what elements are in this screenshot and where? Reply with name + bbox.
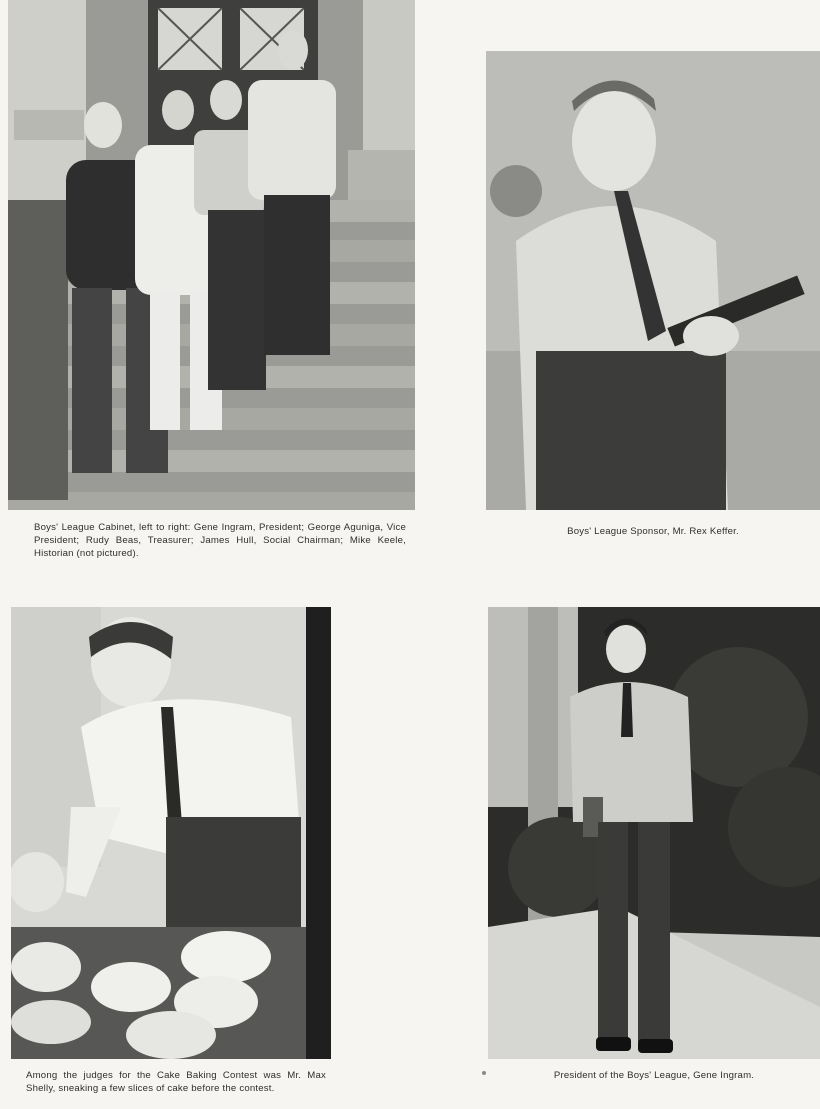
- president-photo-illustration: [488, 607, 820, 1059]
- sponsor-photo-illustration: [486, 51, 820, 510]
- photo-cake-judge: [11, 607, 331, 1059]
- photo-sponsor: [486, 51, 820, 510]
- caption-boys-league-cabinet: Boys' League Cabinet, left to right: Gene Ingram, President; George Aguniga, Vice President; Rudy Beas, Treasurer; James Hull, Social Chairman; Mike Keele, Historian (not pictured).: [34, 522, 406, 559]
- page-mark: [482, 1071, 486, 1075]
- cake-judge-photo-illustration: [11, 607, 331, 1059]
- photo-president: [488, 607, 820, 1059]
- cabinet-photo-illustration: [8, 0, 415, 510]
- photo-boys-league-cabinet: [8, 0, 415, 510]
- caption-sponsor: Boys' League Sponsor, Mr. Rex Keffer.: [567, 526, 739, 537]
- caption-president: President of the Boys' League, Gene Ingram.: [553, 1070, 755, 1081]
- caption-cake-judge: Among the judges for the Cake Baking Contest was Mr. Max Shelly, sneaking a few slices of cake before the contest.: [26, 1070, 326, 1094]
